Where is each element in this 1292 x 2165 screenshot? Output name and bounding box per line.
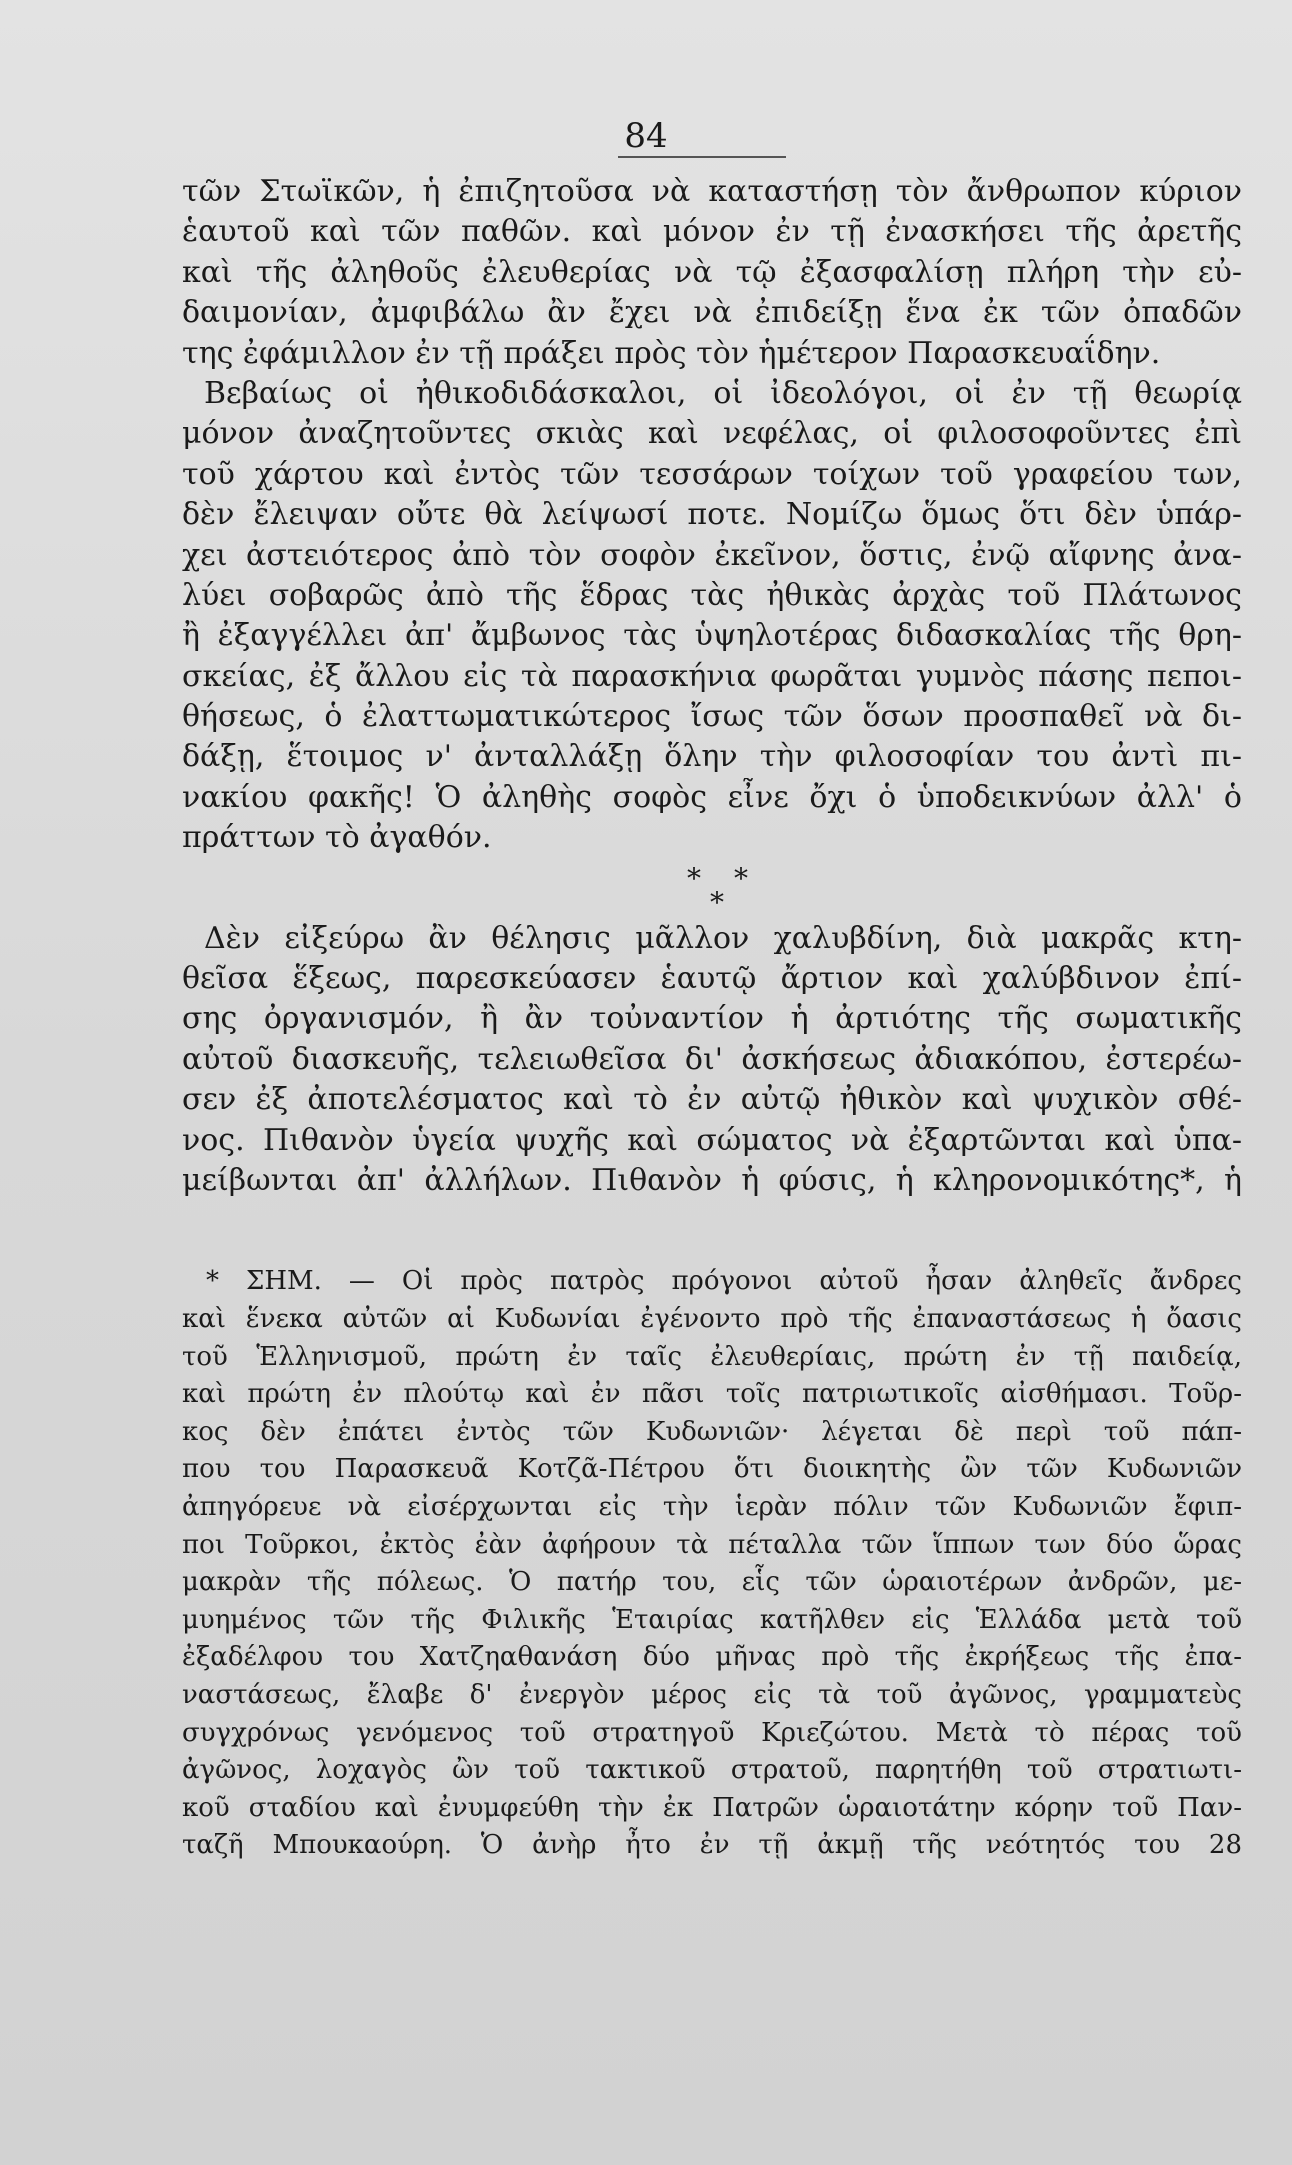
paragraph-moralists <box>182 374 1242 859</box>
body-text <box>182 172 1242 1865</box>
footnote-line: ποι Τοῦρκοι, ἐκτὸς ἐὰν ἀφήρουν τὰ πέταλλα τῶν ἵππων των δύο ὥρας <box>182 1529 1242 1560</box>
page-number: 84 <box>624 116 668 156</box>
text-line: δάξῃ, ἕτοιμος ν' ἀνταλλάξῃ ὅλην τὴν φιλοσοφίαν του ἀντὶ πι- <box>182 739 1242 775</box>
text-line: τῶν Στωϊκῶν, ἡ ἐπιζητοῦσα νὰ καταστήσῃ τὸν ἄνθρωπον κύριον <box>182 174 1242 209</box>
footnote-line: συγχρόνως γενόμενος τοῦ στρατηγοῦ Κριεζώτου. Μετὰ τὸ πέρας τοῦ <box>182 1717 1242 1748</box>
footnote-line: ἀγῶνος, λοχαγὸς ὢν τοῦ τακτικοῦ στρατοῦ, παρητήθη τοῦ στρατιωτι- <box>182 1755 1242 1786</box>
text-line: μόνον ἀναζητοῦντες σκιὰς καὶ νεφέλας, οἱ φιλοσοφοῦντες ἐπὶ <box>182 416 1242 452</box>
text-line: θεῖσα ἕξεως, παρεσκεύασεν ἑαυτῷ ἄρτιον καὶ χαλύβδινον ἐπί- <box>182 961 1242 997</box>
text-line: πράττων τὸ ἀγαθόν. <box>182 820 492 856</box>
text-line: αὐτοῦ διασκευῆς, τελειωθεῖσα δι' ἀσκήσεως ἀδιακόπου, ἐστερέω- <box>182 1041 1242 1077</box>
paragraph-stoics <box>182 172 1242 374</box>
footnote-spacer <box>182 1201 1242 1263</box>
text-line: καὶ τῆς ἀληθοῦς ἐλευθερίας νὰ τῷ ἐξασφαλίσῃ πλήρη τὴν εὐ- <box>182 254 1242 290</box>
text-line: δαιμονίαν, ἀμφιβάλω ἂν ἔχει νὰ ἐπιδείξῃ ἕνα ἐκ τῶν ὀπαδῶν <box>182 295 1242 331</box>
footnote-line: ἐξαδέλφου του Χατζηαθανάση δύο μῆνας πρὸ τῆς ἐκρήξεως τῆς ἐπα- <box>182 1642 1242 1673</box>
text-line: νος. Πιθανὸν ὑγεία ψυχῆς καὶ σώματος νὰ ἐξαρτῶνται καὶ ὑπα- <box>182 1122 1242 1158</box>
footnote-line: ἀπηγόρευε νὰ εἰσέρχωνται εἰς τὴν ἱερὰν πόλιν τῶν Κυδωνιῶν ἔφιπ- <box>182 1491 1242 1522</box>
text-line: της ἐφάμιλλον ἐν τῇ πράξει πρὸς τὸν ἡμέτερον Παρασκευαΐδην. <box>182 335 1161 371</box>
text-line: σεν ἐξ ἀποτελέσματος καὶ τὸ ἐν αὐτῷ ἠθικὸν καὶ ψυχικὸν σθέ- <box>182 1082 1242 1118</box>
section-break-asterism <box>182 859 1242 919</box>
paragraph-will <box>182 919 1242 1202</box>
text-line: σκείας, ἐξ ἄλλου εἰς τὰ παρασκήνια φωρᾶται γυμνὸς πάσης πεποι- <box>182 658 1242 694</box>
asterism-star: * <box>734 861 748 895</box>
asterism-star: * <box>710 885 724 919</box>
footnote-line: κος δὲν ἐπάτει ἐντὸς τῶν Κυδωνιῶν· λέγεται δὲ περὶ τοῦ πάπ- <box>182 1416 1242 1447</box>
text-line: σης ὀργανισμόν, ἢ ἂν τοὐναντίον ἡ ἀρτιότης τῆς σωματικῆς <box>182 1001 1242 1037</box>
footnote-line: τοῦ Ἑλληνισμοῦ, πρώτη ἐν ταῖς ἐλευθερίαις, πρώτη ἐν τῇ παιδείᾳ, <box>182 1341 1242 1372</box>
page-number-rule <box>618 156 786 158</box>
footnote-line: που του Παρασκευᾶ Κοτζᾶ-Πέτρου ὅτι διοικητὴς ὢν τῶν Κυδωνιῶν <box>182 1454 1242 1485</box>
text-line: τοῦ χάρτου καὶ ἐντὸς τῶν τεσσάρων τοίχων τοῦ γραφείου των, <box>182 456 1242 492</box>
text-line: νακίου φακῆς! Ὁ ἀληθὴς σοφὸς εἶνε ὄχι ὁ ὑποδεικνύων ἀλλ' ὁ <box>182 779 1242 815</box>
footnote-line: ναστάσεως, ἔλαβε δ' ἐνεργὸν μέρος εἰς τὰ τοῦ ἀγῶνος, γραμματεὺς <box>182 1679 1242 1710</box>
footnote-line: ταζῆ Μπουκαούρη. Ὁ ἀνὴρ ἦτο ἐν τῇ ἀκμῇ τῆς νεότητός του 28 <box>182 1830 1242 1861</box>
text-line: θήσεως, ὁ ἐλαττωματικώτερος ἴσως τῶν ὅσων προσπαθεῖ νὰ δι- <box>182 699 1242 735</box>
footnote-line: μυημένος τῶν τῆς Φιλικῆς Ἑταιρίας κατῆλθεν εἰς Ἑλλάδα μετὰ τοῦ <box>182 1604 1242 1635</box>
text-line: χει ἀστειότερος ἀπὸ τὸν σοφὸν ἐκεῖνον, ὅστις, ἐνῷ αἴφνης ἀνα- <box>182 537 1242 573</box>
footnote-line: * ΣΗΜ. — Οἱ πρὸς πατρὸς πρόγονοι αὐτοῦ ἦσαν ἀληθεῖς ἄνδρες <box>206 1266 1242 1297</box>
footnote-line: καὶ ἕνεκα αὐτῶν αἱ Κυδωνίαι ἐγένοντο πρὸ τῆς ἐπαναστάσεως ἡ ὄασις <box>182 1303 1242 1334</box>
text-line: ἑαυτοῦ καὶ τῶν παθῶν. καὶ μόνον ἐν τῇ ἐνασκήσει τῆς ἀρετῆς <box>182 214 1242 250</box>
text-line: Δὲν εἰξεύρω ἂν θέλησις μᾶλλον χαλυβδίνη, διὰ μακρᾶς κτη- <box>204 920 1242 956</box>
footnote <box>182 1263 1242 1865</box>
text-line: λύει σοβαρῶς ἀπὸ τῆς ἕδρας τὰς ἠθικὰς ἀρχὰς τοῦ Πλάτωνος <box>182 577 1242 613</box>
text-line: Βεβαίως οἱ ἠθικοδιδάσκαλοι, οἱ ἰδεολόγοι, οἱ ἐν τῇ θεωρίᾳ <box>204 375 1242 411</box>
asterism-star: * <box>687 861 701 895</box>
footnote-line: καὶ πρώτη ἐν πλούτῳ καὶ ἐν πᾶσι τοῖς πατριωτικοῖς αἰσθήμασι. Τοῦρ- <box>182 1379 1242 1410</box>
text-line: ἢ ἐξαγγέλλει ἀπ' ἄμβωνος τὰς ὑψηλοτέρας διδασκαλίας τῆς θρη- <box>182 618 1242 654</box>
footnote-line: μακρὰν τῆς πόλεως. Ὁ πατήρ του, εἷς τῶν ὡραιοτέρων ἀνδρῶν, με- <box>182 1567 1242 1598</box>
text-line: δὲν ἔλειψαν οὔτε θὰ λείψωσί ποτε. Νομίζω ὅμως ὅτι δὲν ὑπάρ- <box>182 497 1242 533</box>
footnote-line: κοῦ σταδίου καὶ ἐνυμφεύθη τὴν ἐκ Πατρῶν ὡραιοτάτην κόρην τοῦ Παν- <box>182 1792 1242 1823</box>
text-line: μείβωνται ἀπ' ἀλλήλων. Πιθανὸν ἡ φύσις, ἡ κληρονομικότης*, ἡ <box>182 1162 1242 1198</box>
